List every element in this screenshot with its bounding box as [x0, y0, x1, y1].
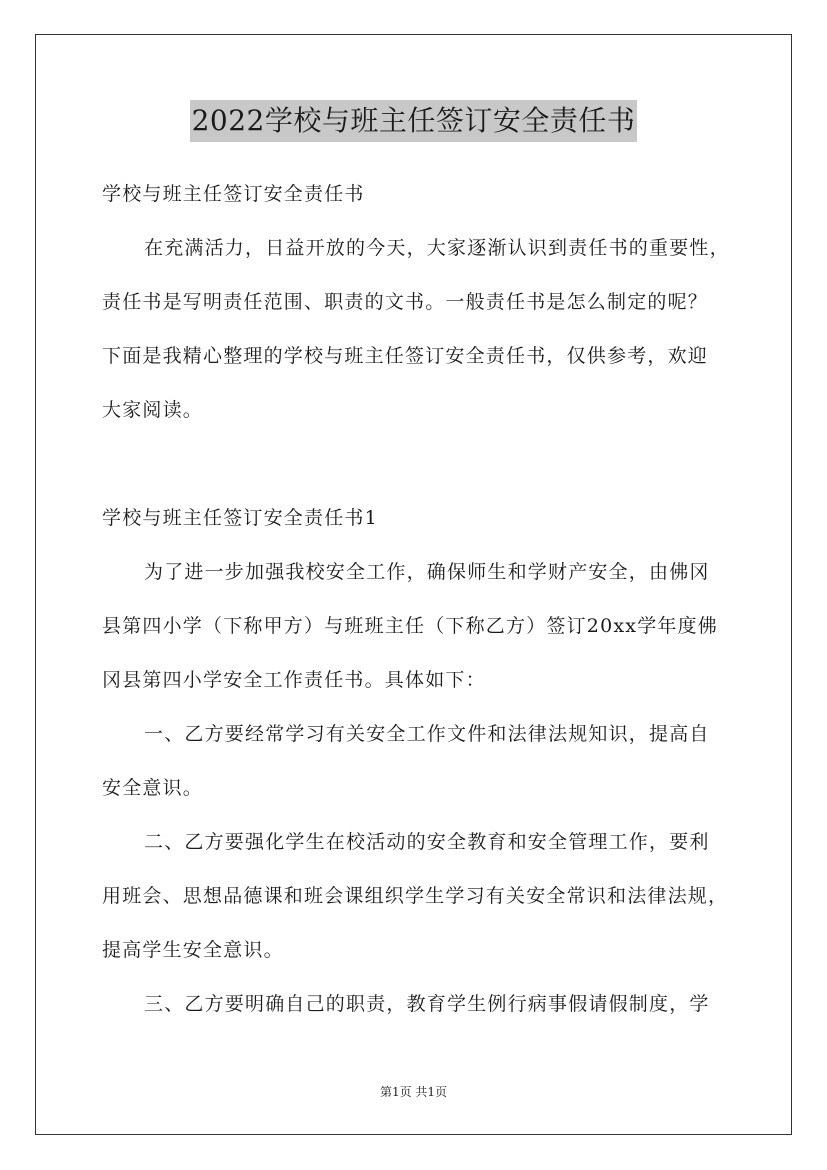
body-line: 提高学生安全意识。	[102, 939, 284, 961]
body-line: 为了进一步加强我校安全工作，确保师生和学财产安全，由佛冈	[144, 561, 710, 583]
document-title: 2022学校与班主任签订安全责任书	[190, 100, 638, 142]
body-line: 安全意识。	[102, 777, 204, 799]
body-line: 一、乙方要经常学习有关安全工作文件和法律法规知识，提高自	[144, 723, 710, 745]
body-line: 冈县第四小学安全工作责任书。具体如下：	[102, 669, 486, 691]
intro-line: 大家阅读。	[102, 399, 204, 421]
subtitle: 学校与班主任签订安全责任书	[102, 183, 365, 205]
body-line: 二、乙方要强化学生在校活动的安全教育和安全管理工作，要利	[144, 831, 710, 853]
body-line: 用班会、思想品德课和班会课组织学生学习有关安全常识和法律法规，	[102, 885, 729, 907]
section-heading: 学校与班主任签订安全责任书1	[102, 507, 378, 529]
intro-line: 责任书是写明责任范围、职责的文书。一般责任书是怎么制定的呢？	[102, 291, 709, 313]
intro-line: 在充满活力，日益开放的今天，大家逐渐认识到责任书的重要性，	[144, 237, 730, 259]
intro-line: 下面是我精心整理的学校与班主任签订安全责任书，仅供参考，欢迎	[102, 345, 709, 367]
body-line: 三、乙方要明确自己的职责，教育学生例行病事假请假制度，学	[144, 993, 710, 1015]
body-line: 县第四小学（下称甲方）与班班主任（下称乙方）签订20xx学年度佛	[102, 615, 719, 637]
title-container	[0, 100, 827, 142]
page-number: 第1页 共1页	[379, 1085, 448, 1099]
